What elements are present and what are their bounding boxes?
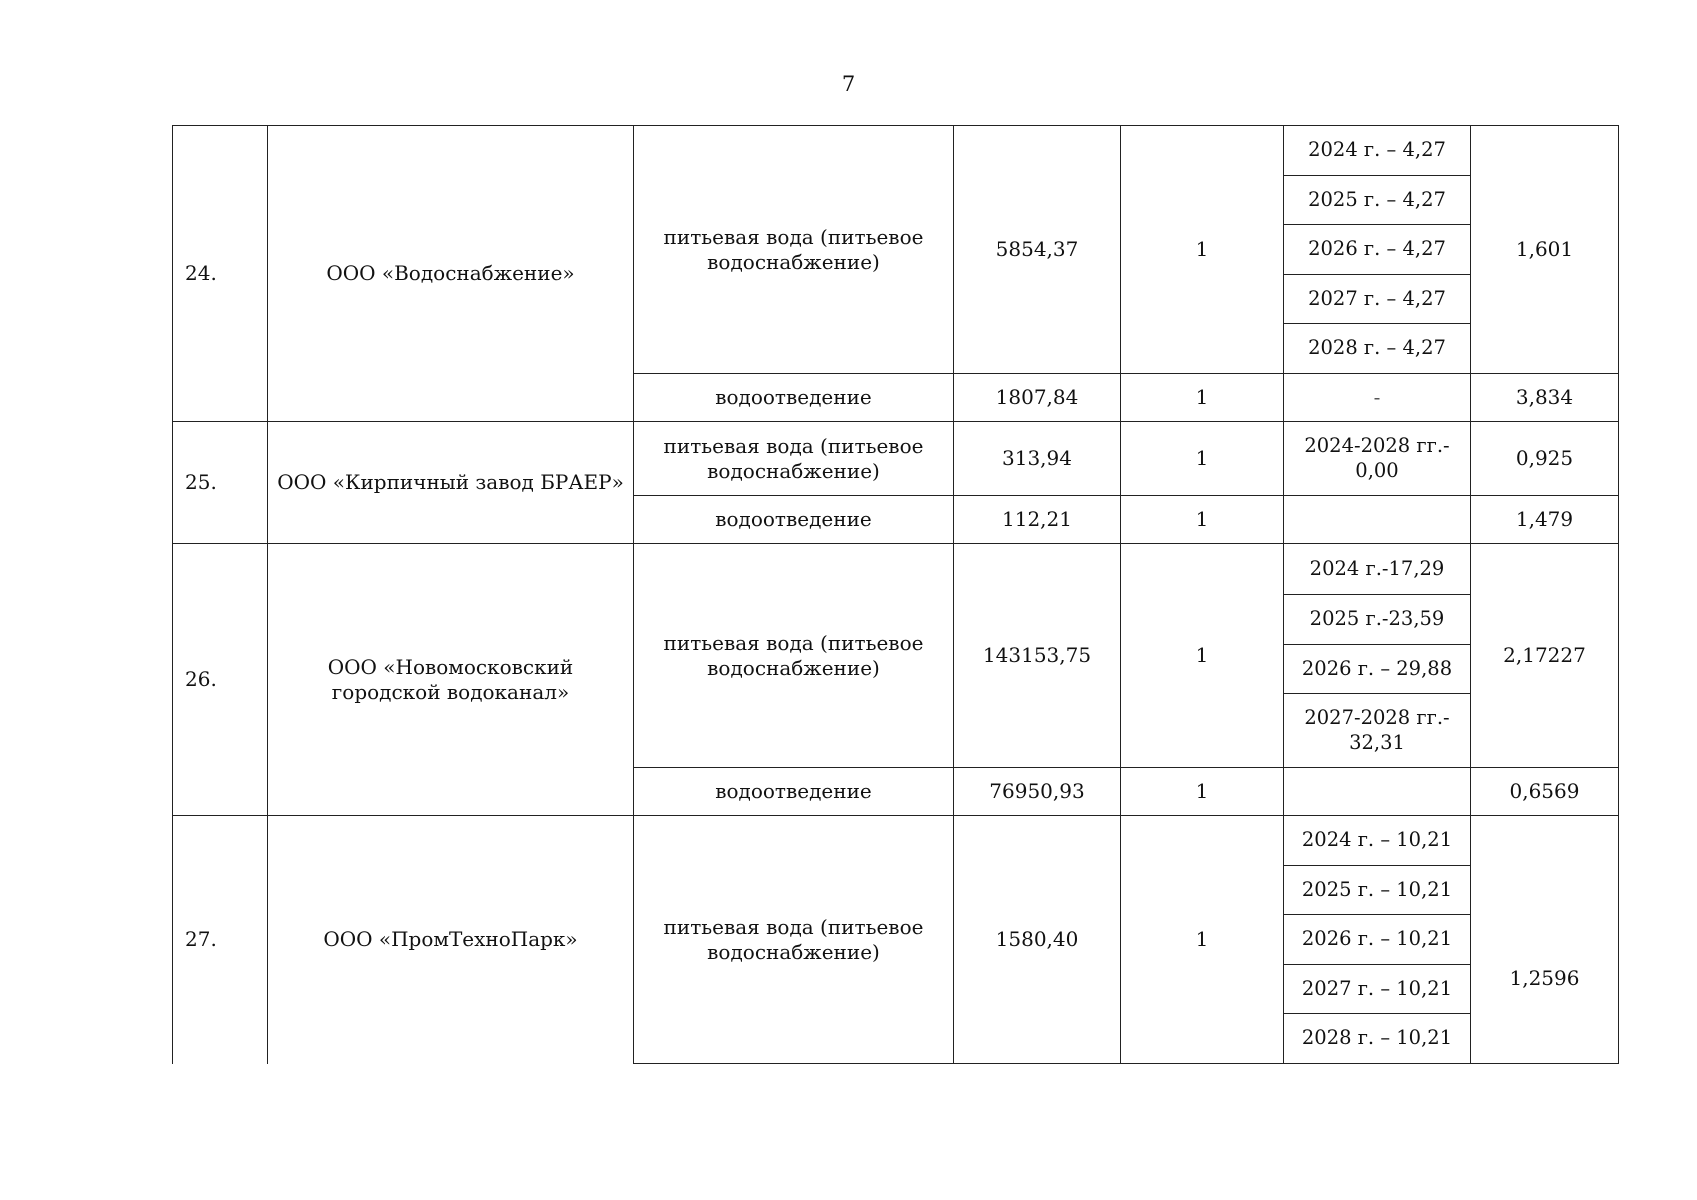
count: 1: [1121, 422, 1284, 496]
table-row: [173, 422, 1619, 496]
period-value: 2025 г. – 10,21: [1284, 866, 1471, 915]
count: 1: [1121, 816, 1284, 1064]
page-number: 7: [841, 72, 856, 96]
volume: 313,94: [954, 422, 1121, 496]
row-number: 26.: [173, 544, 268, 816]
coefficient: 2,17227: [1471, 544, 1619, 768]
row-number: 25.: [173, 422, 268, 544]
volume: 1807,84: [954, 374, 1121, 422]
volume: 143153,75: [954, 544, 1121, 768]
period-value: 2024 г.-17,29: [1284, 544, 1471, 595]
coefficient: 1,2596: [1471, 816, 1619, 1064]
organization-name: ООО «ПромТехноПарк»: [268, 816, 634, 1064]
volume: 112,21: [954, 496, 1121, 544]
period-value: [1284, 496, 1471, 544]
count: 1: [1121, 496, 1284, 544]
count: 1: [1121, 126, 1284, 374]
period-value: 2024 г. – 10,21: [1284, 816, 1471, 866]
tariff-table: [172, 125, 1619, 1064]
period-value: 2025 г.-23,59: [1284, 595, 1471, 645]
period-value: 2024-2028 гг.- 0,00: [1284, 422, 1471, 496]
service-type: питьевая вода (питьевое водоснабжение): [634, 126, 954, 374]
period-value: 2028 г. – 10,21: [1284, 1014, 1471, 1064]
table-row: [173, 126, 1619, 176]
period-value: 2027 г. – 10,21: [1284, 965, 1471, 1014]
coefficient: 1,601: [1471, 126, 1619, 374]
service-type: питьевая вода (питьевое водоснабжение): [634, 816, 954, 1064]
count: 1: [1121, 544, 1284, 768]
period-value: 2028 г. – 4,27: [1284, 324, 1471, 374]
organization-name: ООО «Водоснабжение»: [268, 126, 634, 422]
row-number: 24.: [173, 126, 268, 422]
coefficient: 3,834: [1471, 374, 1619, 422]
period-value: 2026 г. – 10,21: [1284, 915, 1471, 965]
coefficient: 0,925: [1471, 422, 1619, 496]
organization-name: ООО «Новомосковский городской водоканал»: [268, 544, 634, 816]
period-value: [1284, 768, 1471, 816]
row-number: 27.: [173, 816, 268, 1064]
count: 1: [1121, 768, 1284, 816]
period-value: 2026 г. – 4,27: [1284, 225, 1471, 275]
service-type: питьевая вода (питьевое водоснабжение): [634, 422, 954, 496]
coefficient: 0,6569: [1471, 768, 1619, 816]
service-type: водоотведение: [634, 496, 954, 544]
table-row: [173, 544, 1619, 595]
count: 1: [1121, 374, 1284, 422]
volume: 76950,93: [954, 768, 1121, 816]
organization-name: ООО «Кирпичный завод БРАЕР»: [268, 422, 634, 544]
service-type: питьевая вода (питьевое водоснабжение): [634, 544, 954, 768]
period-value: 2024 г. – 4,27: [1284, 126, 1471, 176]
period-value: 2025 г. – 4,27: [1284, 176, 1471, 225]
service-type: водоотведение: [634, 768, 954, 816]
volume: 5854,37: [954, 126, 1121, 374]
period-value: 2027-2028 гг.- 32,31: [1284, 694, 1471, 768]
period-value: 2026 г. – 29,88: [1284, 645, 1471, 694]
volume: 1580,40: [954, 816, 1121, 1064]
table-row: [173, 816, 1619, 866]
service-type: водоотведение: [634, 374, 954, 422]
period-value: 2027 г. – 4,27: [1284, 275, 1471, 324]
period-value: -: [1284, 374, 1471, 422]
coefficient: 1,479: [1471, 496, 1619, 544]
